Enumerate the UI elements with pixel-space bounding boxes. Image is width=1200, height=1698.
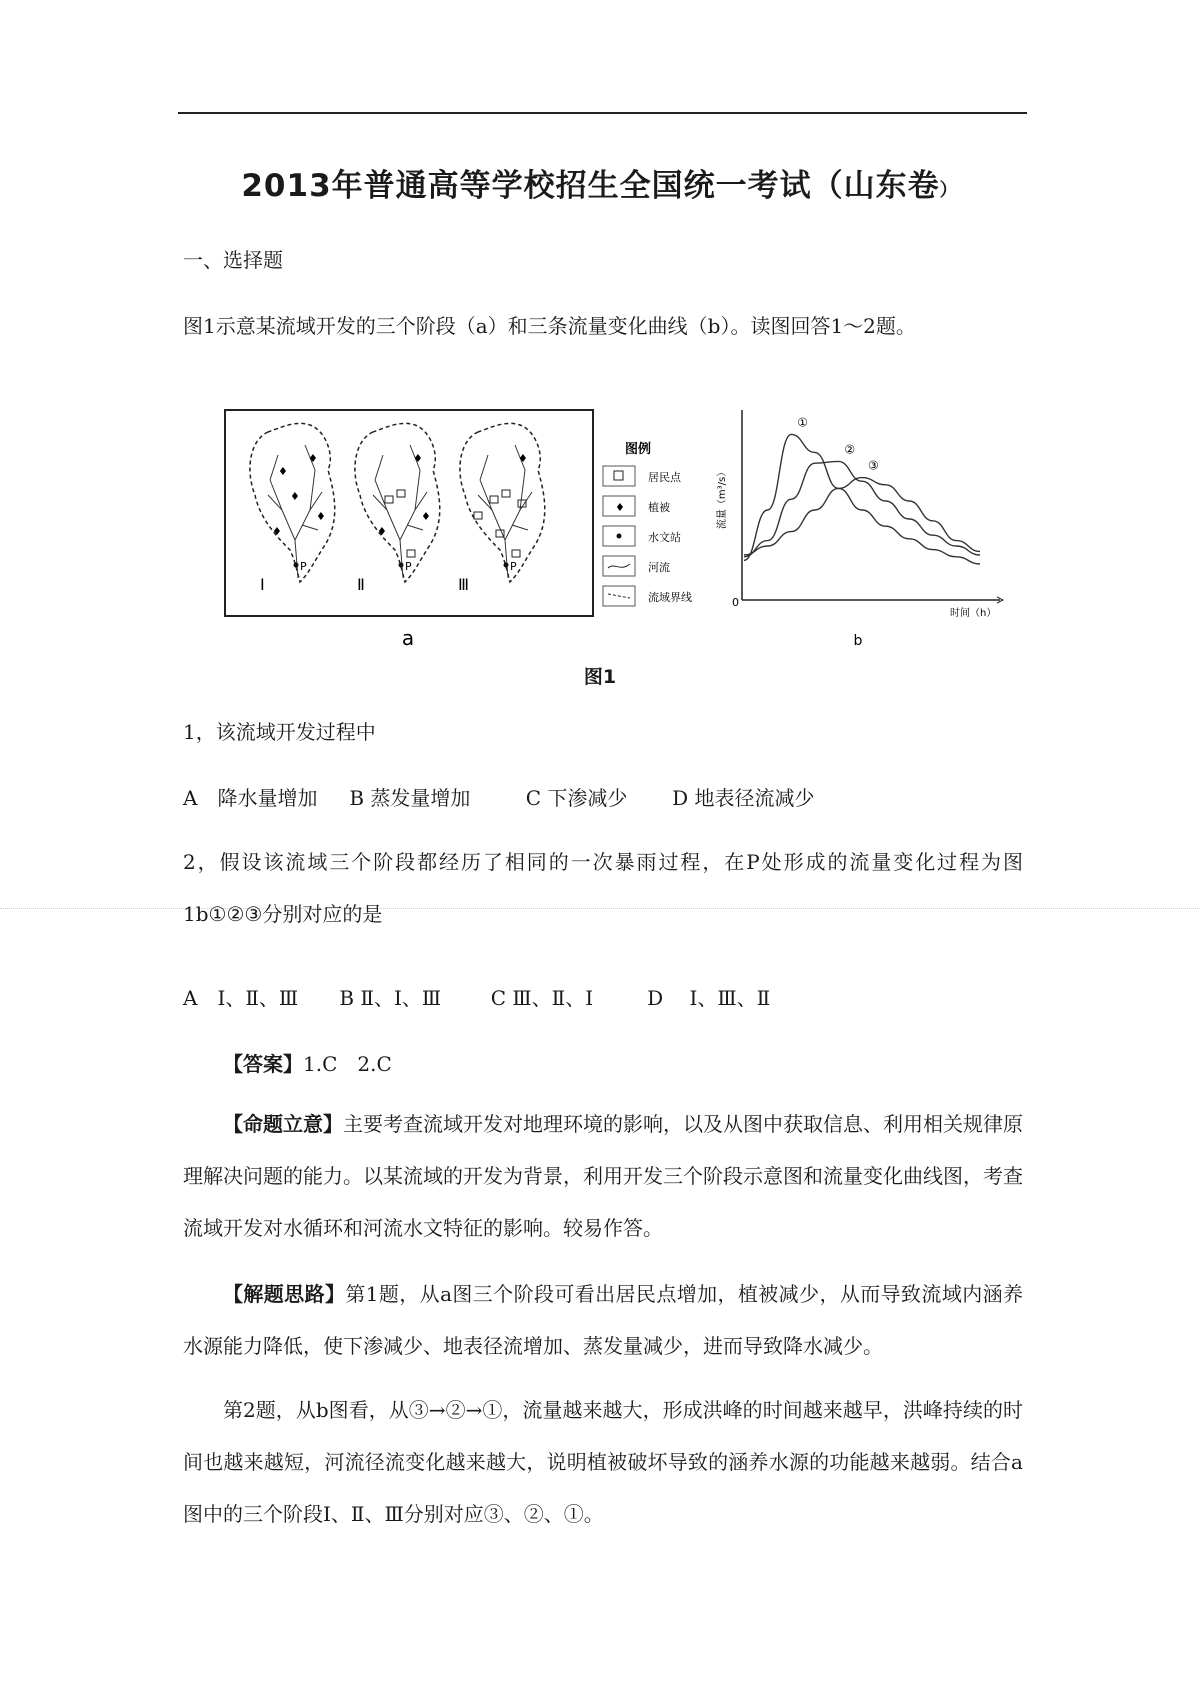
question-1-stem: 1，该流域开发过程中 [183, 720, 376, 744]
vegetation-symbol: ♦ [413, 452, 423, 465]
panel-a-frame [225, 410, 593, 616]
legend-label: 水文站 [648, 531, 681, 544]
vegetation-symbol: ♦ [290, 490, 300, 503]
vegetation-symbol: ♦ [316, 510, 326, 523]
settlement-symbol [474, 512, 482, 519]
q1-option-d[interactable]: D 地表径流减少 [672, 786, 815, 810]
q1-option-c[interactable]: C 下渗减少 [525, 786, 628, 810]
solution-paragraph [183, 1268, 1023, 1372]
vegetation-symbol: ♦ [518, 452, 528, 465]
basin-stage-3 [458, 423, 545, 594]
settlement-symbol [490, 496, 498, 503]
stage-label: Ⅲ [458, 575, 470, 594]
station-icon [617, 534, 622, 539]
series-label-1: ① [797, 415, 808, 430]
vegetation-symbol: ♦ [278, 465, 288, 478]
stage-label: Ⅰ [260, 575, 265, 594]
boundary-icon [608, 594, 630, 598]
panel-a [225, 410, 692, 650]
figure-1 [220, 400, 1010, 660]
question-2-stem: 2，假设该流域三个阶段都经历了相同的一次暴雨过程，在P处形成的流量变化过程为图1b①②③分别对应的是 [183, 850, 1023, 926]
stage-label: Ⅱ [357, 575, 365, 594]
title-main: 2013年普通高等学校招生全国统一考试（山东卷 [241, 168, 940, 204]
q2-option-d[interactable]: D Ⅰ、Ⅲ、Ⅱ [647, 986, 771, 1010]
vegetation-symbol: ♦ [272, 525, 282, 538]
legend-label: 植被 [648, 501, 670, 514]
settlement-symbol [397, 490, 405, 497]
point-p-label: P [405, 560, 412, 573]
basin-boundary [460, 423, 545, 582]
intent-paragraph [183, 1098, 1023, 1254]
legend-label: 流域界线 [648, 591, 692, 604]
q2-option-c[interactable]: C Ⅲ、Ⅱ、Ⅰ [490, 986, 594, 1010]
gauging-station [399, 563, 404, 568]
question-1-options [183, 782, 814, 811]
settlement-symbol [502, 490, 510, 497]
vegetation-symbol: ♦ [308, 452, 318, 465]
point-p-label: P [300, 560, 307, 573]
legend-swatch [603, 466, 635, 486]
basin-stage-2 [355, 423, 440, 594]
section-heading: 一、选择题 [183, 248, 283, 272]
intent-tag: 【命题立意】 [223, 1112, 343, 1136]
vegetation-symbol: ♦ [377, 525, 387, 538]
series-label-3: ③ [868, 458, 879, 473]
figure-caption: 图1 [583, 666, 617, 688]
gauging-station [504, 563, 509, 568]
solution-paragraph-2: 第2题，从b图看，从③→②→①，流量越来越大，形成洪峰的时间越来越早，洪峰持续的时间也越来越短，河流径流变化越来越大，说明植被破坏导致的涵养水源的功能越来越弱。结合a图中的三个阶段Ⅰ、Ⅱ、Ⅲ分别对应③、②、①。 [183, 1398, 1023, 1526]
intro-text: 图1示意某流域开发的三个阶段（a）和三条流量变化曲线（b）。读图回答1～2题。 [183, 314, 916, 338]
panel-b-chart [715, 410, 1003, 649]
q1-option-a[interactable]: A 降水量增加 [183, 786, 318, 810]
settlement-symbol [512, 550, 520, 557]
answer-line [223, 1048, 392, 1077]
basin-stage-1 [250, 423, 335, 594]
answer-tag: 【答案】 [223, 1052, 303, 1076]
legend-label: 居民点 [648, 471, 681, 484]
page-title [0, 160, 1200, 205]
solution-text: 第1题，从a图三个阶段可看出居民点增加，植被减少，从而导致流域内涵养水源能力降低，使下渗减少、地表径流增加、蒸发量减少，进而导致降水减少。 [183, 1282, 1024, 1358]
legend-label: 河流 [648, 561, 670, 574]
top-rule [178, 112, 1027, 114]
panel-a-label: a [401, 626, 415, 650]
solution-tag: 【解题思路】 [223, 1282, 346, 1306]
q1-option-b[interactable]: B 蒸发量增加 [349, 786, 471, 810]
river-icon [608, 564, 630, 568]
basin-boundary [355, 423, 440, 582]
settlement-symbol [407, 550, 415, 557]
legend [603, 441, 692, 606]
y-axis-label: 流量（m³/s） [717, 466, 728, 530]
intent-text: 主要考查流域开发对地理环境的影响，以及从图中获取信息、利用相关规律原理解决问题的能力。以某流域的开发为背景，利用开发三个阶段示意图和流量变化曲线图，考查流域开发对水循环和河流水文特征的影响。较易作答。 [183, 1112, 1023, 1240]
origin-label: 0 [732, 596, 739, 609]
q2-option-b[interactable]: B Ⅱ、Ⅰ、Ⅲ [339, 986, 442, 1010]
panel-b-label: b [853, 633, 863, 649]
legend-swatch [603, 556, 635, 576]
settlement-symbol [385, 496, 393, 503]
answer-text: 1.C 2.C [303, 1052, 392, 1076]
gauging-station [294, 563, 299, 568]
point-p-label: P [510, 560, 517, 573]
q2-option-a[interactable]: A Ⅰ、Ⅱ、Ⅲ [183, 986, 299, 1010]
legend-title: 图例 [625, 442, 652, 457]
x-axis-label: 时间（h） [950, 608, 997, 619]
series-line-1 [744, 434, 980, 564]
question-2-options [183, 982, 770, 1011]
settlement-icon [614, 471, 623, 480]
series-label-2: ② [844, 442, 856, 457]
vegetation-icon: ♦ [615, 501, 625, 514]
chart-series-group [744, 415, 980, 564]
title-suffix: ） [939, 180, 959, 201]
vegetation-symbol: ♦ [421, 510, 431, 523]
series-line-3 [744, 478, 980, 555]
